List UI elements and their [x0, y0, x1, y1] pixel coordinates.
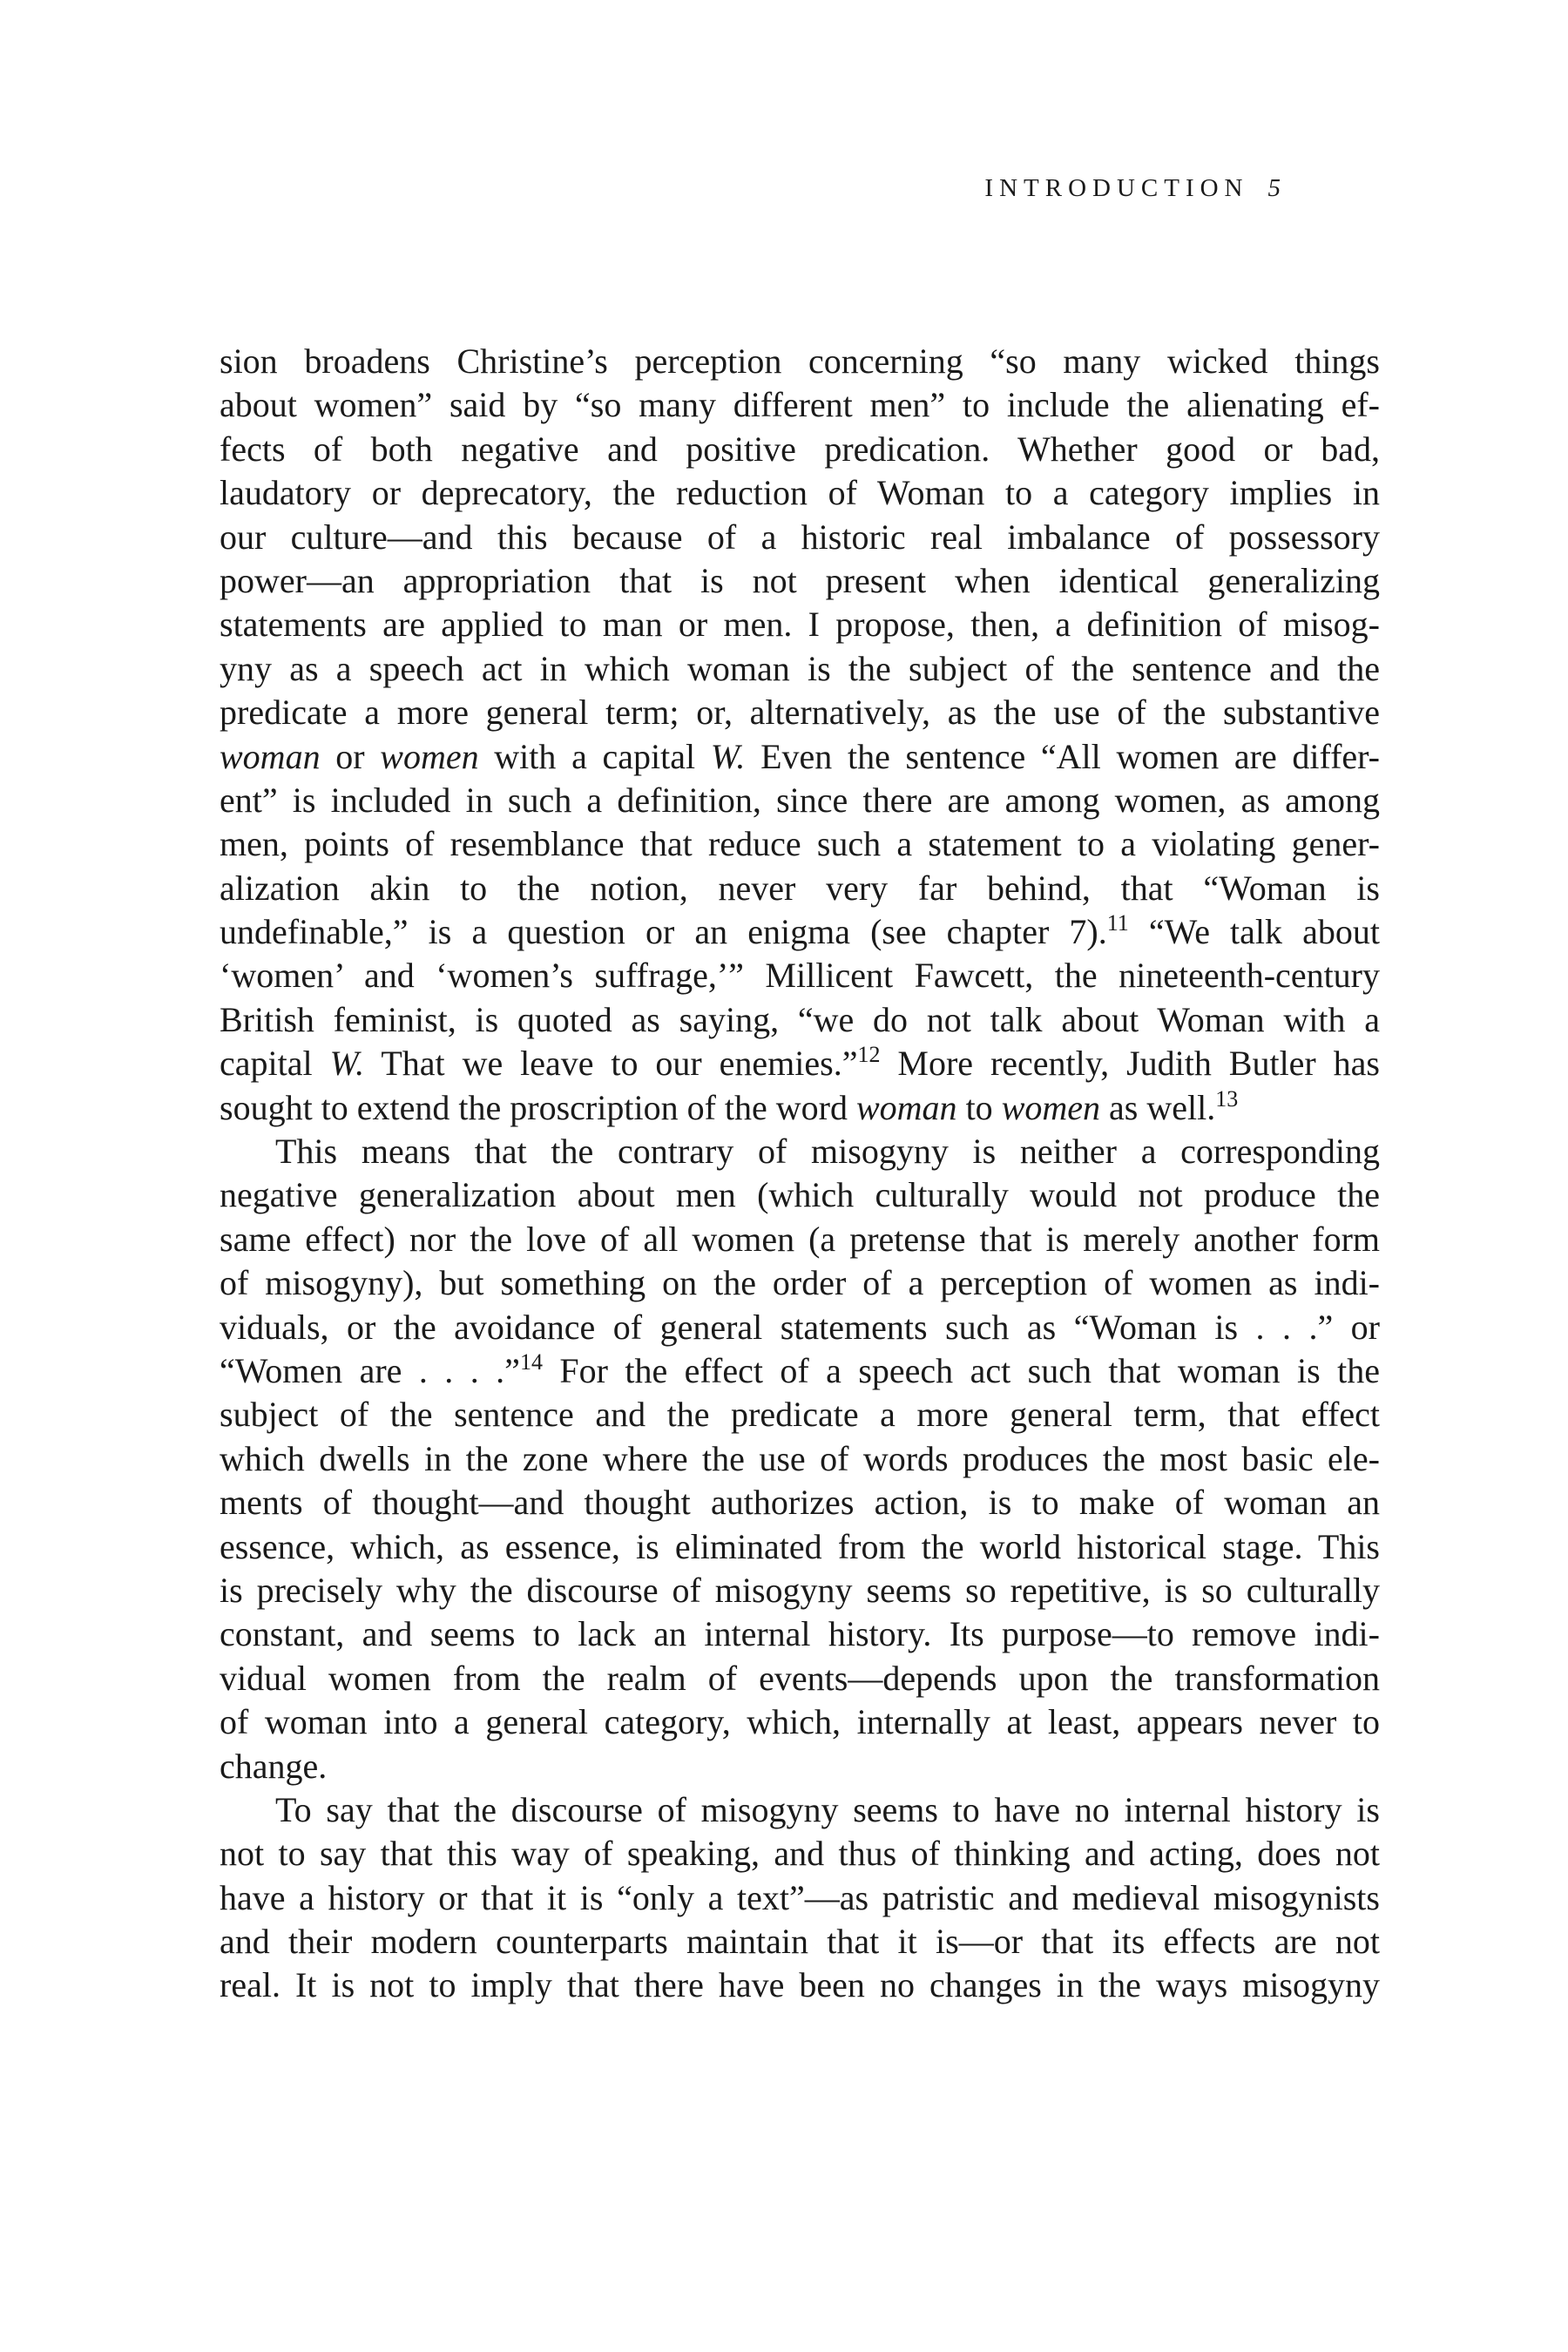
text-line: ments of thought—and thought authorizes action, is to make of woman an: [220, 1483, 1380, 1523]
text-line: change.: [220, 1746, 328, 1786]
text-line: which dwells in the zone where the use of words produces the most basic ele-: [220, 1438, 1380, 1478]
text-line: subject of the sentence and the predicate a more general term, that effect: [220, 1395, 1380, 1435]
text-line: constant, and seems to lack an internal history. Its purpose—to remove indi-: [220, 1614, 1380, 1654]
italic-term: women: [380, 736, 479, 776]
text-line: laudatory or deprecatory, the reduction of Woman to a category implies in: [220, 473, 1380, 513]
text-line: vidual women from the realm of events—depends upon the transformation: [220, 1658, 1380, 1698]
text-line: of woman into a general category, which, internally at least, appears never to: [220, 1702, 1380, 1742]
text-line: essence, which, as essence, is eliminated from the world historical stage. This: [220, 1526, 1380, 1566]
italic-term: woman: [220, 736, 321, 776]
text-line: have a history or that it is “only a text”—as patristic and medieval misogynists: [220, 1877, 1380, 1917]
text-line: woman or women with a capital W. Even the sentence “All women are differ-: [220, 736, 1381, 776]
text-line: power—an appropriation that is not present when identical generalizing: [220, 560, 1380, 600]
text-line: sion broadens Christine’s perception concerning “so many wicked things: [220, 341, 1380, 381]
body-text: [220, 340, 1380, 2008]
section-title: INTRODUCTION: [984, 174, 1249, 202]
text-line: alization akin to the notion, never very far behind, that “Woman is: [220, 868, 1380, 908]
page-number: 5: [1267, 174, 1281, 202]
text-line: viduals, or the avoidance of general statements such as “Woman is . . .” or: [220, 1307, 1380, 1347]
italic-term: women: [1001, 1087, 1101, 1127]
text-line: same effect) nor the love of all women (a pretense that is merely another form: [220, 1219, 1380, 1259]
text-line: British feminist, is quoted as saying, “we do not talk about Woman with a: [220, 999, 1380, 1039]
text-line: our culture—and this because of a historic real imbalance of possessory: [220, 517, 1380, 557]
text-line: and their modern counterparts maintain that it is—or that its effects are not: [220, 1922, 1380, 1962]
text-line: ‘women’ and ‘women’s suffrage,’” Millicent Fawcett, the nineteenth-century: [220, 956, 1380, 996]
footnote-ref: 14: [519, 1348, 543, 1375]
text-line: To say that the discourse of misogyny seems to have no internal history is: [275, 1789, 1380, 1829]
italic-term: W.: [329, 1044, 365, 1084]
text-line: not to say that this way of speaking, and thus of thinking and acting, does not: [220, 1834, 1380, 1874]
running-head: [984, 174, 1281, 203]
italic-term: W.: [710, 736, 746, 776]
footnote-ref: 11: [1106, 910, 1129, 936]
text-line: capital W. That we leave to our enemies.”$^{12}$ More recently, Judith Butler has: [220, 1042, 1380, 1084]
text-line: yny as a speech act in which woman is the subject of the sentence and the: [220, 648, 1380, 688]
text-line: undefinable,” is a question or an enigma (see chapter 7).$^{11}$ “We talk about: [220, 910, 1381, 952]
text-line: is precisely why the discourse of misogyny seems so repetitive, is so culturally: [220, 1570, 1380, 1610]
footnote-ref: 13: [1215, 1085, 1239, 1112]
text-line: “Women are . . . .”$^{14}$ For the effect of a speech act such that woman is the: [220, 1348, 1380, 1390]
text-line: statements are applied to man or men. I propose, then, a definition of misog-: [220, 605, 1380, 645]
text-line: ent” is included in such a definition, since there are among women, as among: [220, 780, 1380, 820]
text-line: about women” said by “so many different men” to include the alienating ef-: [220, 385, 1380, 425]
text-line: of misogyny), but something on the order of a perception of women as indi-: [220, 1263, 1380, 1303]
text-line: sought to extend the proscription of the word woman to women as well.$^{13}$: [220, 1085, 1239, 1127]
text-line: This means that the contrary of misogyny is neither a corresponding: [275, 1132, 1380, 1172]
text-line: fects of both negative and positive predication. Whether good or bad,: [220, 429, 1380, 469]
italic-term: woman: [855, 1087, 957, 1127]
footnote-ref: 12: [857, 1042, 881, 1068]
text-line: negative generalization about men (which culturally would not produce the: [220, 1175, 1380, 1215]
text-line: men, points of resemblance that reduce such a statement to a violating gener-: [220, 824, 1380, 864]
text-line: predicate a more general term; or, alternatively, as the use of the substantive: [220, 693, 1380, 733]
text-line: real. It is not to imply that there have been no changes in the ways misogyny: [220, 1965, 1380, 2005]
